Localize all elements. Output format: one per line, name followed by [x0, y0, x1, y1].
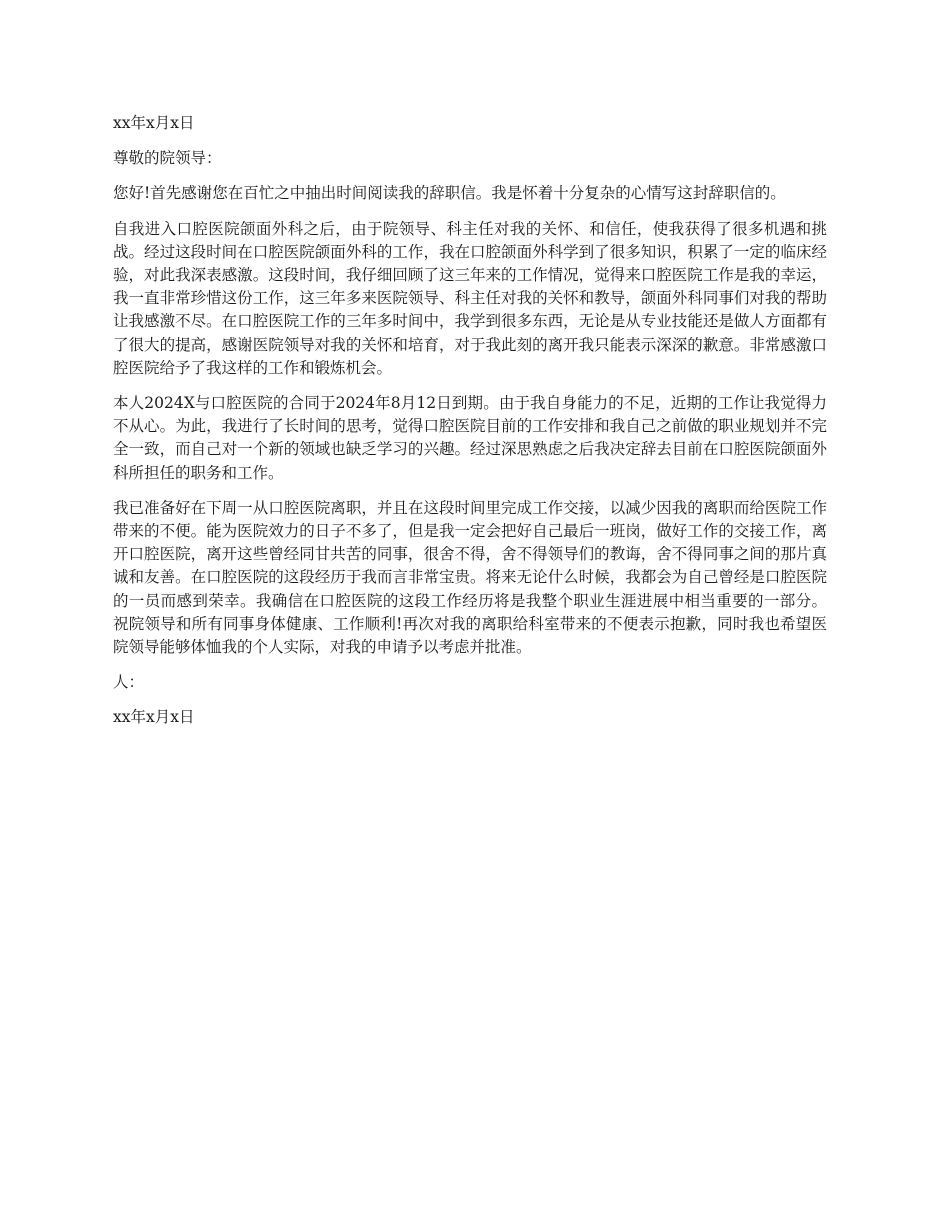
paragraph-contract: 本人2024X与口腔医院的合同于2024年8月12日到期。由于我自身能力的不足，近期的工作让我觉得力不从心。为此，我进行了长时间的思考，觉得口腔医院目前的工作安排和我自己之前做的职业规划并不完全一致，而自己对一个新的领域也缺乏学习的兴趣。经过深思熟虑之后我决定辞去目前在口腔医院颌面外科所担任的职务和工作。 — [113, 394, 827, 482]
date-top: xx年x月x日 — [113, 114, 195, 132]
salutation: 尊敬的院领导： — [113, 149, 222, 168]
paragraph-handover: 我已准备好在下周一从口腔医院离职，并且在这段时间里完成工作交接，以减少因我的离职而给医院工作带来的不便。能为医院效力的日子不多了，但是我一定会把好自己最后一班岗，做好工作的交接工作，离开口腔医院，离开这些曾经同甘共苦的同事，很舍不得，舍不得领导们的教诲，舍不得同事之间的那片真诚和友善。在口腔医院的这段经历于我而言非常宝贵。将来无论什么时候，我都会为自己曾经是口腔医院的一员而感到荣幸。我确信在口腔医院的这段工作经历将是我整个职业生涯进展中相当重要的一部分。 祝院领导和所有同事身体健康、工作顺利!再次对我的离职给科室带来的不便表示抱歉，同时我也希望医院领导能够体恤我的个人实际，对我的申请予以考虑并批准。 — [113, 498, 827, 657]
paragraph-gratitude: 自我进入口腔医院颌面外科之后，由于院领导、科主任对我的关怀、和信任，使我获得了很多机遇和挑战。经过这段时间在口腔医院颌面外科的工作，我在口腔颌面外科学到了很多知识，积累了一定的临床经验，对此我深表感激。这段时间，我仔细回顾了这三年来的工作情况，觉得来口腔医院工作是我的幸运，我一直非常珍惜这份工作，这三年多来医院领导、科主任对我的关怀和教导，颌面外科同事们对我的帮助让我感激不尽。在口腔医院工作的三年多时间中，我学到很多东西，无论是从专业技能还是做人方面都有了很大的提高，感谢医院领导对我的关怀和培育，对于我此刻的离开我只能表示深深的歉意。非常感激口腔医院给予了我这样的工作和锻炼机会。 — [113, 219, 827, 377]
letter-body — [113, 112, 827, 742]
paragraph-greeting: 您好!首先感谢您在百忙之中抽出时间阅读我的辞职信。我是怀着十分复杂的心情写这封辞职信的。 — [113, 184, 786, 203]
date-bottom: xx年x月x日 — [113, 708, 195, 727]
signature: 人： — [113, 673, 145, 692]
